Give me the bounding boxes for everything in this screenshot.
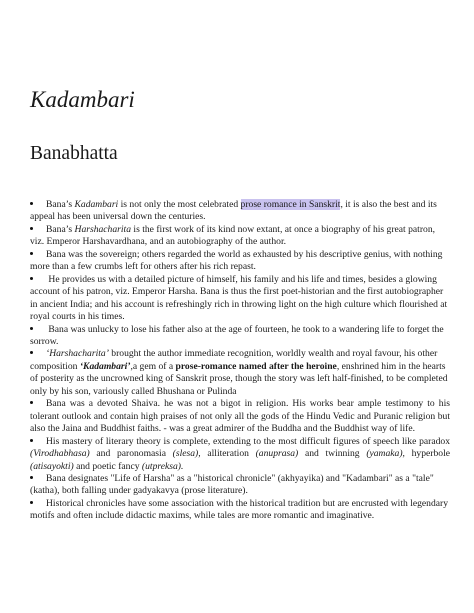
bullet-icon — [30, 348, 46, 360]
bullet-icon — [30, 199, 46, 211]
paragraph-7 — [30, 398, 450, 435]
term-atisayokti: (atisayokti) — [30, 460, 74, 472]
book-title-kadambari: ‘Kadambari’ — [79, 360, 131, 372]
text-run: is the first work of its kind now extant, at once a biography of his great patron, viz. Emperor Harshavardhana, and an autobiography of the author. — [30, 223, 436, 248]
paragraph-1 — [30, 199, 450, 224]
book-title-kadambari: Kadambari — [74, 199, 119, 210]
bullet-icon — [30, 224, 46, 236]
paragraph-8 — [30, 436, 450, 473]
paragraph-5 — [30, 324, 450, 349]
paragraph-4 — [30, 274, 450, 324]
term-yamaka: (yamaka), — [366, 448, 405, 460]
text-run: , enshrined him in the hearts of posterity as the uncrowned king of Sanskrit prose, though the story was left half-finished, to be completed only by his son, variously called Bhushana or Pulinda — [30, 360, 448, 397]
text-run: , it is also the best and its appeal has been universal down the centuries. — [30, 199, 437, 223]
text-run: Bana was a devoted Shaiva. he was not a bigot in religion. His works bear ample testimony to his tolerant outlook and contain high praises of not only all the gods of the Hindu Vedic and Puranic religion but also the Jaina and Buddhist faiths. - was a great admirer of the Buddha and the Buddhist way of life. — [30, 398, 450, 435]
paragraph-9 — [30, 473, 450, 498]
text-run: Bana’s — [46, 199, 75, 210]
bold-phrase: prose-romance named after the heroine — [175, 360, 337, 372]
term-slesa: (slesa), — [172, 448, 201, 460]
text-run: and paronomasia — [89, 448, 173, 460]
book-title-harshacharita: Harshacharita — [74, 223, 132, 235]
term-utpreksa: (utpreksa). — [141, 460, 184, 472]
term-anuprasa: (anuprasa) — [255, 448, 299, 460]
paragraph-3 — [30, 249, 450, 274]
text-run: His mastery of literary theory is complete, extending to the most difficult figures of speech like paradox — [46, 435, 450, 447]
author-heading: Banabhatta — [30, 143, 118, 164]
text-run: and poetic fancy — [73, 460, 142, 472]
text-run: He provides us with a detailed picture of himself, his family and his life and times, besides a glowing account of his patron, viz. Emperor Harsha. Bana is thus the first poet-historian and the first autobiographer in ancient India; and his account is refreshingly rich in throwing light on the high culture which flourished at royal courts in his times. — [30, 273, 448, 323]
text-run: Historical chronicles have some association with the historical tradition but are encrusted with legendary motifs and often include didactic maxims, while tales are more romantic and imaginative. — [30, 497, 449, 522]
term-virodhabhasa: (Virodhabhasa) — [30, 448, 90, 460]
book-title-harshacharita: ‘Harshacharita’ — [46, 348, 109, 360]
bullet-icon — [30, 498, 46, 510]
bullet-icon — [30, 436, 46, 448]
paragraph-2 — [30, 224, 450, 249]
text-run: Bana was unlucky to lose his father also at the age of fourteen, he took to a wandering life to forget the sorrow. — [30, 323, 444, 347]
document-body — [30, 199, 450, 523]
text-run: ,a gem of a — [130, 360, 176, 372]
text-run: Bana’s — [46, 223, 75, 235]
text-run: alliteration — [200, 448, 256, 460]
bullet-icon — [30, 398, 46, 410]
paragraph-6 — [30, 348, 450, 398]
highlighted-text[interactable]: prose romance in Sanskrit — [240, 199, 341, 210]
bullet-icon — [30, 274, 46, 286]
text-run: and twinning — [298, 448, 367, 460]
document-title: Kadambari — [30, 87, 135, 112]
text-run: hyperbole — [404, 448, 450, 460]
bullet-icon — [30, 249, 46, 261]
text-run: is not only the most celebrated — [118, 199, 241, 210]
text-run: Bana designates "Life of Harsha" as a "historical chronicle" (akhyayika) and "Kadambari" as a "tale" (katha), both falling under gadyakavya (prose literature). — [30, 472, 434, 497]
text-run: brought the author immediate recognition, worldly wealth and royal favour, his other composition — [30, 348, 438, 372]
text-run: Bana was the sovereign; others regarded the world as exhausted by his descriptive genius, with nothing more than a few crumbs left for others after his rich repast. — [30, 248, 443, 273]
bullet-icon — [30, 324, 46, 336]
paragraph-10 — [30, 498, 450, 523]
bullet-icon — [30, 473, 46, 485]
